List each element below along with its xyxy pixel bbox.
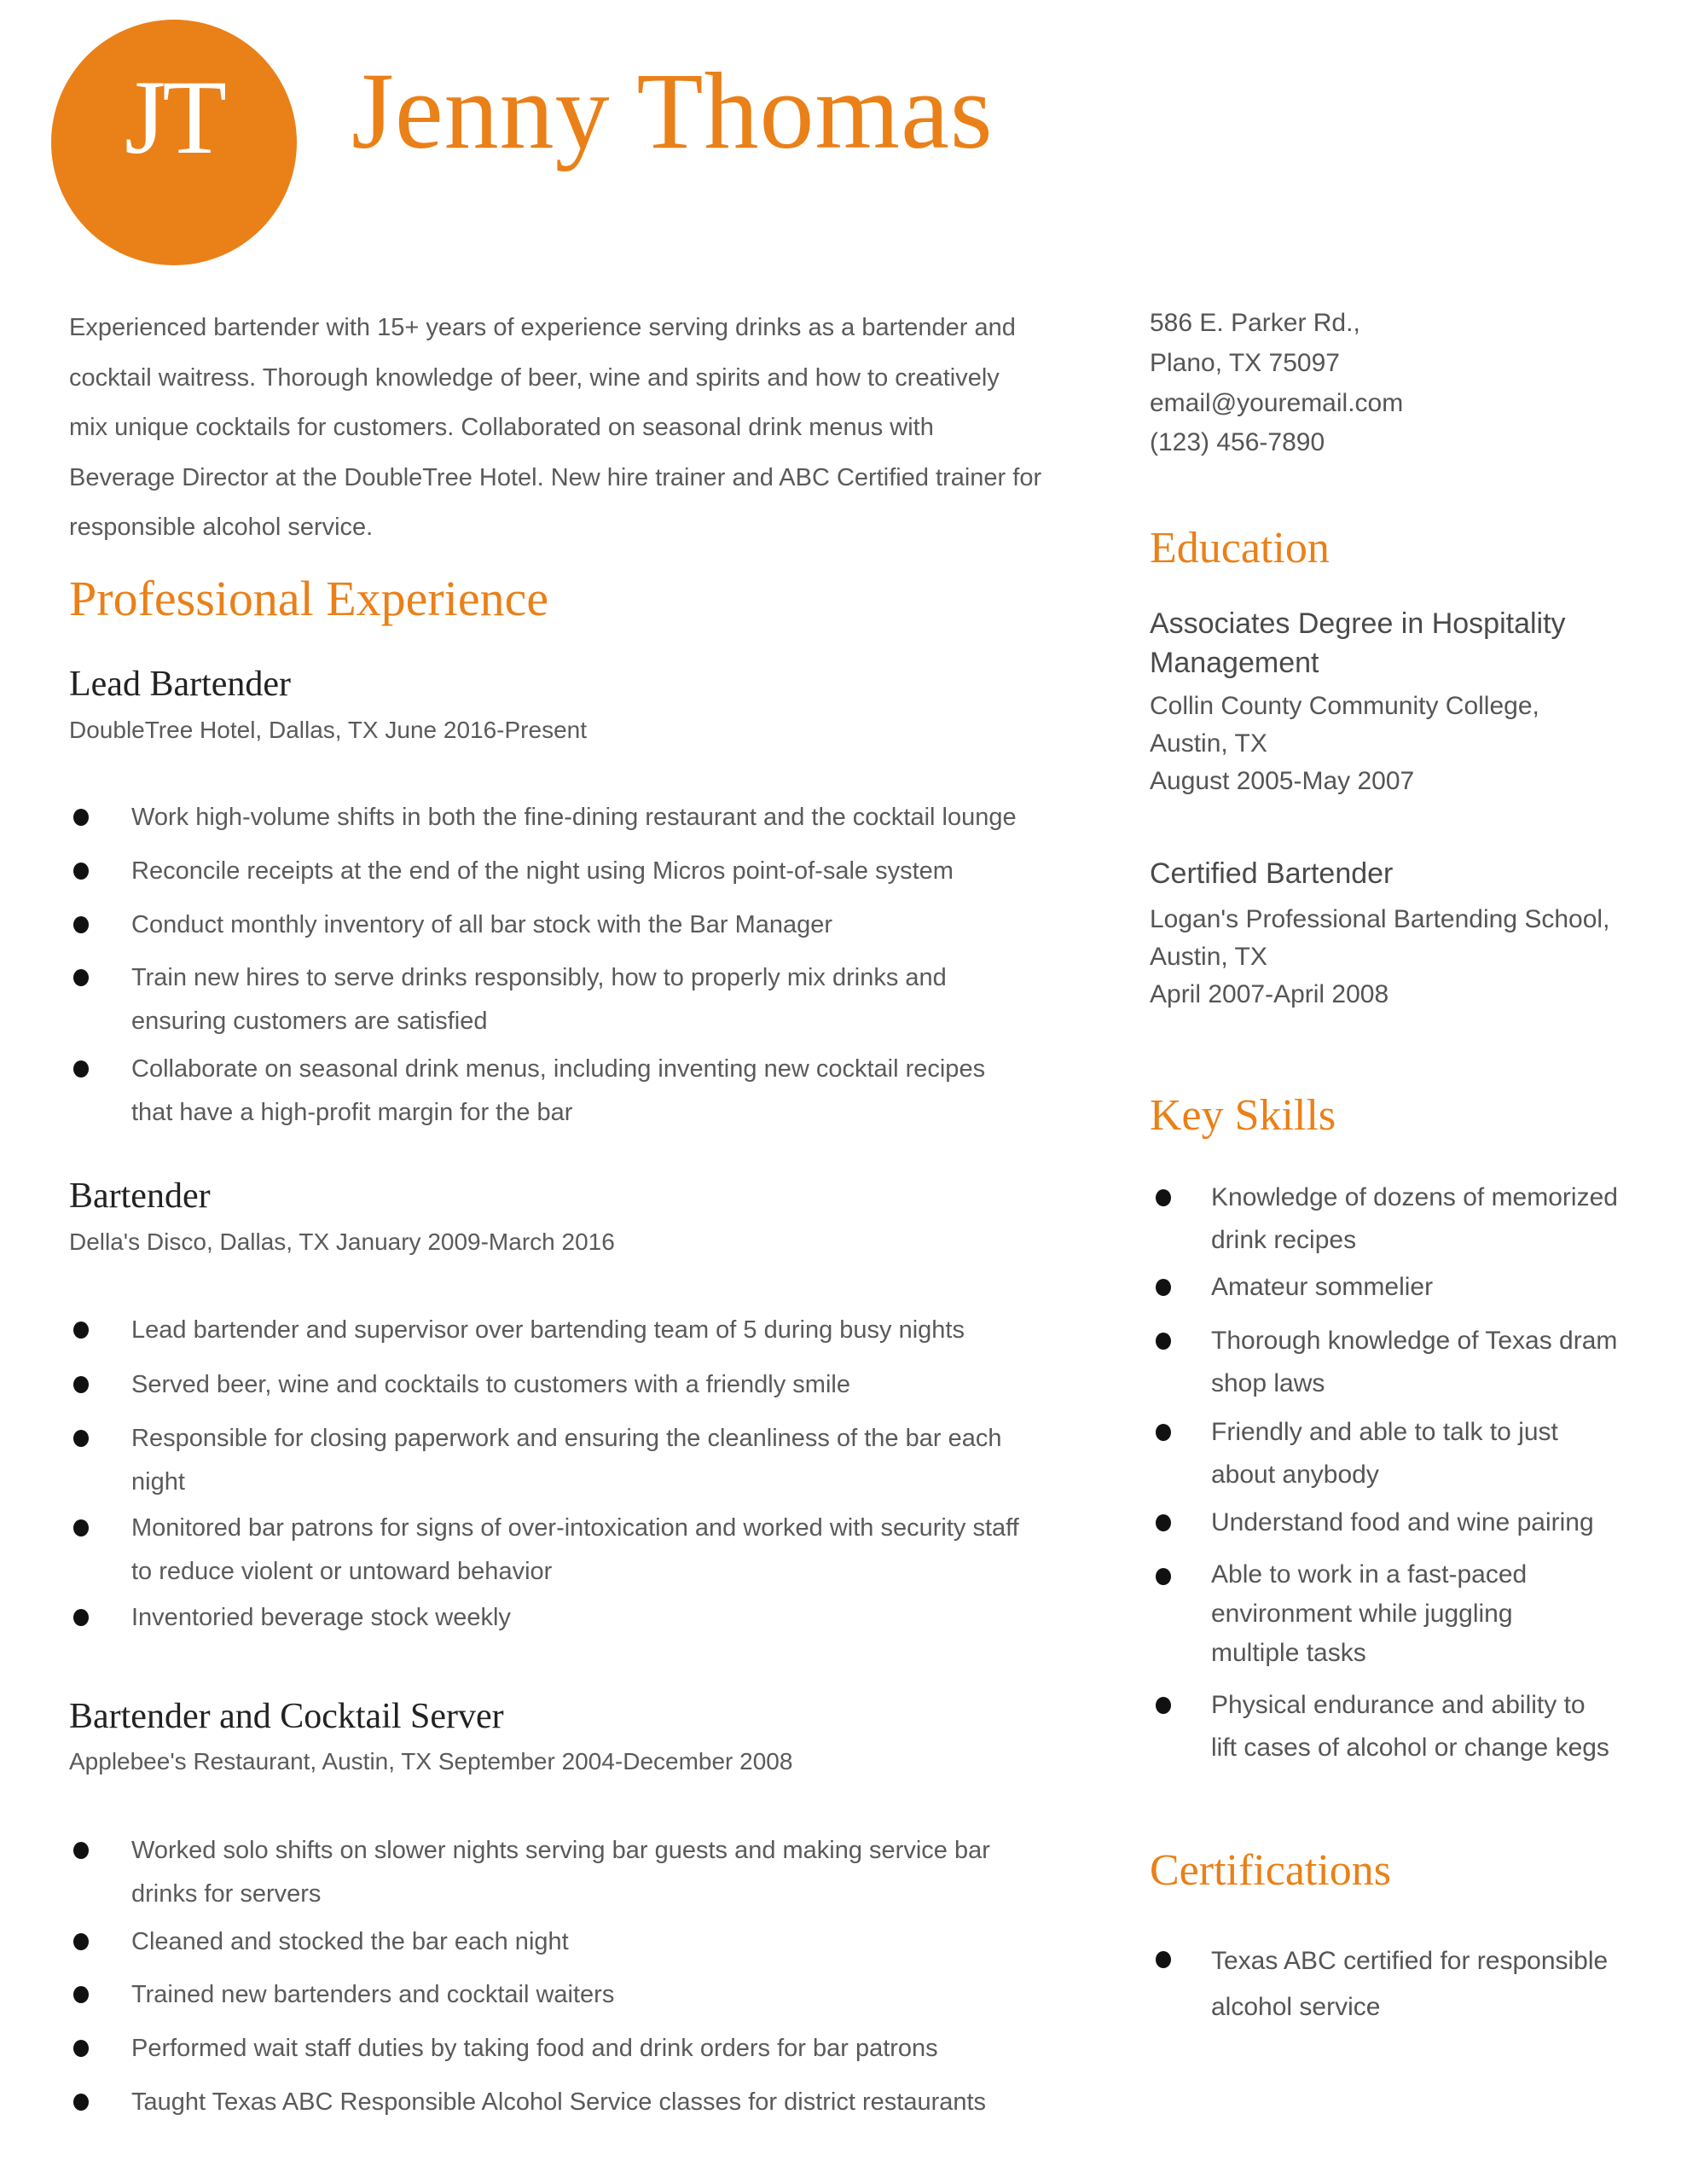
contact-address-line2: Plano, TX 75097 xyxy=(1150,349,1340,377)
skill-text: environment while juggling xyxy=(1211,1600,1513,1628)
bullet-icon xyxy=(73,863,89,880)
bullet-text: drinks for servers xyxy=(131,1879,322,1908)
job-subtitle: Applebee's Restaurant, Austin, TX September 2004-December 2008 xyxy=(69,1748,793,1774)
education-school: Collin County Community College, xyxy=(1150,692,1539,720)
skill-text: Understand food and wine pairing xyxy=(1211,1508,1594,1536)
bullet-icon xyxy=(73,1609,89,1626)
education-dates: August 2005-May 2007 xyxy=(1150,767,1415,795)
certification-text: Texas ABC certified for responsible xyxy=(1211,1947,1609,1975)
job-title: Bartender xyxy=(69,1176,211,1216)
summary-line: mix unique cocktails for customers. Collaborated on seasonal drink menus with xyxy=(69,414,934,441)
skill-text: Knowledge of dozens of memorized xyxy=(1211,1183,1618,1211)
bullet-icon xyxy=(1156,1279,1171,1296)
bullet-icon xyxy=(73,1842,89,1859)
skill-text: Friendly and able to talk to just xyxy=(1211,1418,1558,1446)
bullet-icon xyxy=(1156,1333,1171,1350)
contact-email[interactable]: email@youremail.com xyxy=(1150,389,1404,417)
bullet-icon xyxy=(73,2040,89,2057)
bullet-text: Trained new bartenders and cocktail waiters xyxy=(131,1981,615,2008)
bullet-icon xyxy=(73,1519,89,1536)
skill-text: about anybody xyxy=(1211,1461,1379,1489)
contact-phone: (123) 456-7890 xyxy=(1150,428,1325,456)
bullet-text: Cleaned and stocked the bar each night xyxy=(131,1928,569,1955)
monogram-badge xyxy=(51,20,297,265)
bullet-icon xyxy=(73,1430,89,1447)
experience-heading: Professional Experience xyxy=(69,571,549,626)
bullet-text: Responsible for closing paperwork and ensuring the cleanliness of the bar each xyxy=(131,1425,1002,1452)
bullet-icon xyxy=(73,1321,89,1339)
job-title: Bartender and Cocktail Server xyxy=(69,1697,504,1736)
bullet-text: Lead bartender and supervisor over bartending team of 5 during busy nights xyxy=(131,1316,965,1344)
summary-line: cocktail waitress. Thorough knowledge of beer, wine and spirits and how to creatively xyxy=(69,363,1000,392)
bullet-icon xyxy=(1156,1424,1171,1441)
bullet-text: Worked solo shifts on slower nights serving bar guests and making service bar xyxy=(131,1837,990,1864)
bullet-icon xyxy=(1156,1189,1171,1206)
skill-text: drink recipes xyxy=(1211,1226,1357,1254)
skill-text: Thorough knowledge of Texas dram xyxy=(1211,1327,1618,1355)
bullet-icon xyxy=(1156,1697,1171,1714)
education-degree: Associates Degree in Hospitality xyxy=(1150,607,1566,640)
bullet-text: ensuring customers are satisfied xyxy=(131,1007,488,1035)
skill-text: Physical endurance and ability to xyxy=(1211,1691,1586,1719)
bullet-text: to reduce violent or untoward behavior xyxy=(131,1557,553,1585)
bullet-icon xyxy=(73,1060,89,1077)
bullet-text: Taught Texas ABC Responsible Alcohol Service classes for district restaurants xyxy=(131,2088,987,2116)
skill-text: shop laws xyxy=(1211,1369,1325,1397)
bullet-icon xyxy=(73,2094,89,2111)
bullet-icon xyxy=(73,809,89,826)
skill-text: Amateur sommelier xyxy=(1211,1273,1434,1301)
certification-text: alcohol service xyxy=(1211,1993,1381,2021)
skill-text: multiple tasks xyxy=(1211,1639,1366,1667)
skills-heading: Key Skills xyxy=(1150,1091,1336,1140)
education-degree: Management xyxy=(1150,647,1319,679)
bullet-icon xyxy=(73,1933,89,1950)
bullet-text: Work high-volume shifts in both the fine-dining restaurant and the cocktail lounge xyxy=(131,804,1017,831)
education-school: Austin, TX xyxy=(1150,729,1267,758)
skill-text: lift cases of alcohol or change kegs xyxy=(1211,1734,1609,1762)
bullet-icon xyxy=(73,969,89,986)
bullet-text: Inventoried beverage stock weekly xyxy=(131,1604,511,1631)
contact-address-line1: 586 E. Parker Rd., xyxy=(1150,309,1360,337)
skill-text: Able to work in a fast-paced xyxy=(1211,1560,1528,1589)
education-dates: April 2007-April 2008 xyxy=(1150,980,1389,1008)
education-degree: Certified Bartender xyxy=(1150,857,1394,890)
bullet-text: Train new hires to serve drinks responsibly, how to properly mix drinks and xyxy=(131,964,947,991)
bullet-text: Collaborate on seasonal drink menus, including inventing new cocktail recipes xyxy=(131,1055,986,1083)
bullet-icon xyxy=(73,916,89,933)
bullet-icon xyxy=(73,1986,89,2003)
professional-summary xyxy=(69,303,1058,553)
bullet-text: Performed wait staff duties by taking food and drink orders for bar patrons xyxy=(131,2035,938,2062)
certifications-heading: Certifications xyxy=(1150,1846,1392,1895)
education-school: Austin, TX xyxy=(1150,943,1267,971)
job-title: Lead Bartender xyxy=(69,665,292,704)
bullet-text: night xyxy=(131,1467,185,1496)
summary-line: Beverage Director at the DoubleTree Hotel. New hire trainer and ABC Certified trainer for xyxy=(69,463,1042,491)
bullet-text: Served beer, wine and cocktails to customers with a friendly smile xyxy=(131,1371,850,1398)
bullet-icon xyxy=(73,1376,89,1393)
education-school: Logan's Professional Bartending School, xyxy=(1150,905,1610,933)
monogram-initials: JT xyxy=(125,59,223,176)
summary-line: Experienced bartender with 15+ years of experience serving drinks as a bartender and xyxy=(69,314,1016,341)
bullet-icon xyxy=(1156,1568,1171,1585)
job-subtitle: Della's Disco, Dallas, TX January 2009-March 2016 xyxy=(69,1228,615,1255)
job-subtitle: DoubleTree Hotel, Dallas, TX June 2016-Present xyxy=(69,717,587,743)
candidate-name: Jenny Thomas xyxy=(351,50,994,171)
bullet-text: Monitored bar patrons for signs of over-intoxication and worked with security staff xyxy=(131,1514,1019,1542)
education-heading: Education xyxy=(1150,524,1330,572)
bullet-text: that have a high-profit margin for the bar xyxy=(131,1098,573,1126)
bullet-icon xyxy=(1156,1951,1171,1968)
bullet-text: Conduct monthly inventory of all bar stock with the Bar Manager xyxy=(131,911,833,938)
bullet-text: Reconcile receipts at the end of the night using Micros point-of-sale system xyxy=(131,857,954,885)
bullet-icon xyxy=(1156,1514,1171,1531)
summary-line: responsible alcohol service. xyxy=(69,514,374,541)
